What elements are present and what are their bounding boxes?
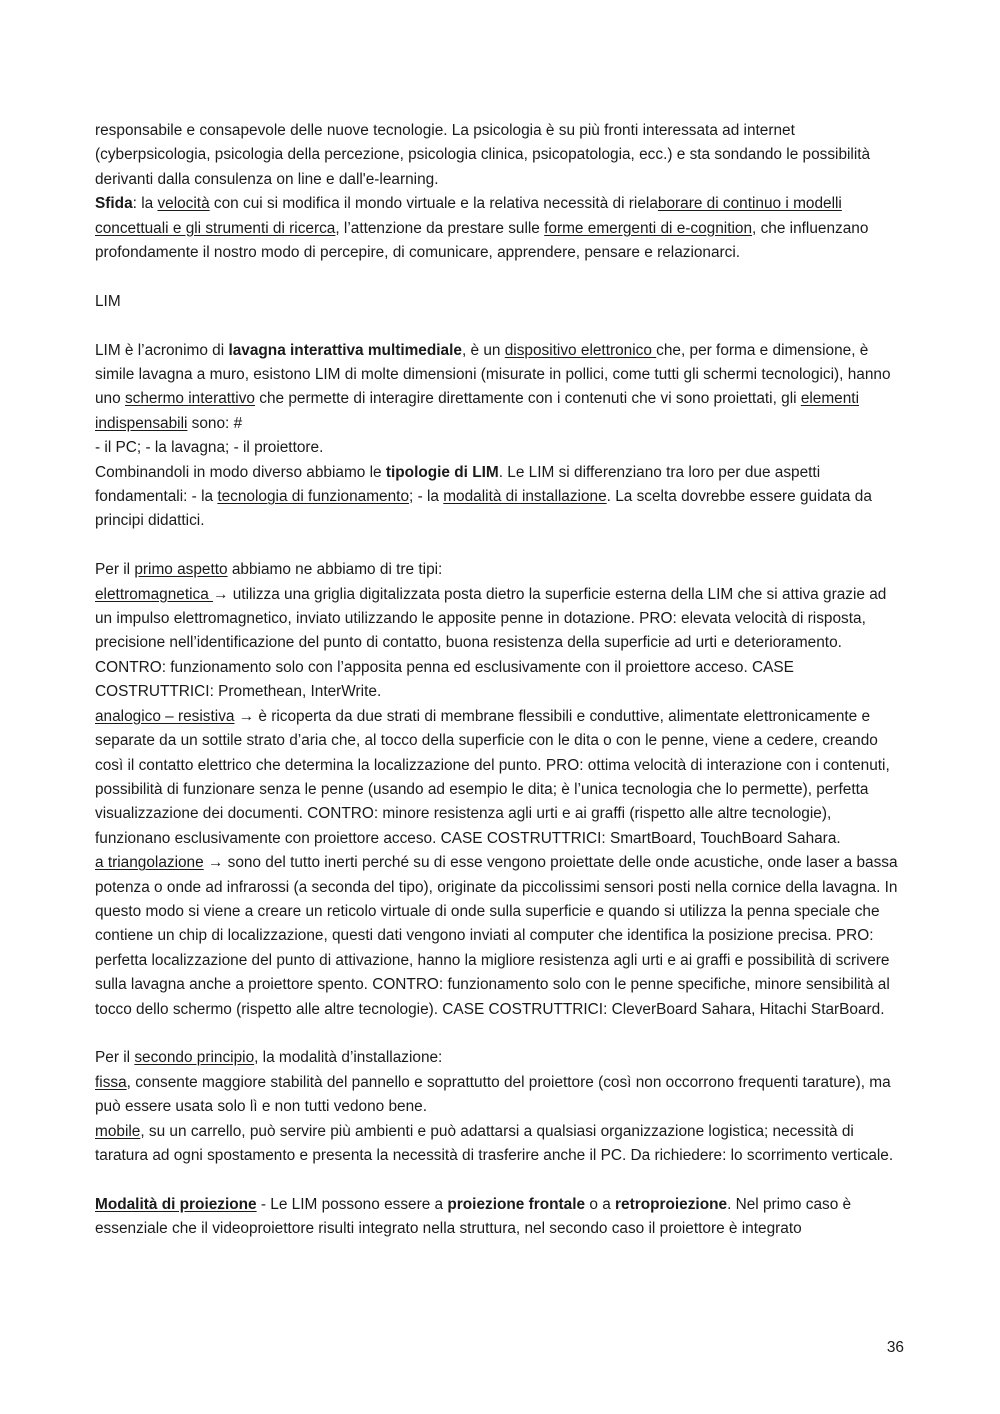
page-number: 36: [886, 1339, 904, 1356]
install-label-mobile: mobile: [95, 1122, 141, 1140]
sfida-text: con cui si modifica il mondo virtuale e la relativa necessità di riela: [209, 195, 658, 213]
lim-underline-installazione: modalità di installazione: [443, 488, 607, 506]
lim-text: che, per forma e dimensione, è simile lavagna a muro, esistono LIM di molte dimensioni (misurate in pollici, come tutti gli schermi tecnologici), hanno uno: [95, 341, 891, 408]
proiezione-bold-retro: retroproiezione: [615, 1195, 728, 1213]
type-text-triangolazione: sono del tutto inerti perché su di esse vengono proiettate delle onde acustiche, onde laser a bassa potenza o onde ad infrarossi (a seconda del tipo), originate da piccolissimi sensori posti nella cornice della lavagna. In questo modo si viene a creare un reticolo virtuale di onde sulla superficie e quando si utilizza la penna speciale che contiene un chip di localizzazione, questi dati vengono inviati al computer che identifica la posizione precisa. PRO: perfetta localizzazione del punto di attivazione, hanno la migliore resistenza agli urti e ai graffi e possibilità di scrivere sulla lavagna anche a proiettore spento. CONTRO: funzionamento solo con le penne specifiche, minore sensibilità al tocco dello schermo (rispetto alle altre tecnologie). CASE COSTRUTTRICI: CleverBoard Sahara, Hitachi StarBoard.: [95, 854, 898, 1018]
sfida-text: , l’attenzione da prestare sulle: [335, 219, 545, 237]
proiezione-label: Modalità di proiezione: [95, 1195, 257, 1213]
lim-bold-term: lavagna interattiva multimediale: [228, 341, 462, 359]
right-arrow-icon: →: [213, 585, 229, 603]
sfida-underline-forme: forme emergenti di e-cognition: [544, 219, 753, 237]
type-text-elettromagnetica: utilizza una griglia digitalizzata posta dietro la superficie esterna della LIM che si attiva grazie ad un impulso elettromagnetico, inviato utilizzando le apposite penne in dotazione. PRO: elevata velocità di risposta, precisione nell’identificazione del punto di contatto, buona resistenza della superficie ad urti e deterioramento. CONTRO: funzionamento solo con l’apposita penna ed esclusivamente con il proiettore acceso. CASE COSTRUTTRICI: Promethean, InterWrite.: [95, 585, 887, 701]
types-text: Per il: [95, 561, 135, 579]
lim-components-line: - il PC; - la lavagna; - il proiettore.: [95, 439, 324, 457]
intro-paragraph: [95, 119, 905, 265]
lim-text: che permette di interagire direttamente con i contenuti che vi sono proiettati, gli: [255, 390, 801, 408]
proiezione-bold-frontale: proiezione frontale: [447, 1195, 586, 1213]
install-text-fissa: , consente maggiore stabilità del pannello e soprattutto del proiettore (così non occorrono frequenti tarature), ma può essere usata solo lì e non tutti vedono bene.: [95, 1073, 891, 1116]
types-underline-primo: primo aspetto: [134, 561, 228, 579]
sfida-text: : la: [132, 195, 158, 213]
types-paragraph: [95, 558, 905, 1022]
section-heading: LIM: [95, 292, 121, 310]
right-arrow-icon: →: [238, 707, 255, 725]
lim-text: , è un: [461, 341, 505, 359]
lim-text: Combinandoli in modo diverso abbiamo le: [95, 463, 386, 481]
intro-text: responsabile e consapevole delle nuove tecnologie. La psicologia è su più fronti interessata ad internet (cyberpsicologia, psicologia della percezione, psicologia clinica, psicopatologia, ecc.) e sta sondando le possibilità derivanti dalla consulenza on line e dall'e-learning.: [95, 122, 871, 188]
sfida-underline-velocita: velocità: [157, 195, 210, 213]
lim-paragraph: [95, 339, 905, 534]
lim-text: LIM è l’acronimo di: [95, 341, 229, 359]
proiezione-text: o a: [585, 1195, 616, 1213]
lim-text: sono: #: [187, 414, 243, 432]
type-text-analogico: è ricoperta da due strati di membrane flessibili e conduttive, alimentate elettronicamente e separate da un sottile strato d’aria che, al tocco della superficie con le dita o con le penne, viene a cedere, creando così il contatto elettrico che determina la localizzazione del punto. PRO: ottima velocità di interazione con i contenuti, possibilità di funzionare senza le penne (usando ad esempio le dita; è l’unica tecnologia che lo permette), perfetta visualizzazione dei documenti. CONTRO: minore resistenza agli urti e ai graffi (rispetto alle altre tecnologie), funzionano esclusivamente con proiettore acceso. CASE COSTRUTTRICI: SmartBoard, TouchBoard Sahara.: [95, 707, 890, 847]
right-arrow-icon: →: [207, 854, 224, 872]
lim-underline-dispositivo: dispositivo elettronico: [504, 341, 657, 359]
type-label-elettromagnetica: elettromagnetica: [95, 585, 214, 603]
install-label-fissa: fissa: [95, 1073, 127, 1091]
sfida-underline-modelli: borare di continuo i modelli concettuali e gli strumenti di ricerca: [95, 195, 842, 237]
sfida-label: Sfida: [95, 195, 133, 213]
types-text: abbiamo ne abbiamo di tre tipi:: [227, 561, 443, 579]
lim-bold-tipologie: tipologie di LIM: [385, 463, 499, 481]
lim-text: . La scelta dovrebbe essere guidata da principi didattici.: [95, 488, 872, 530]
install-text-mobile: , su un carrello, può servire più ambienti e può adattarsi a qualsiasi organizzazione logistica; necessità di taratura ad ogni spostamento e presenta la necessità di trasferire anche il PC. Da richiedere: lo scorrimento verticale.: [95, 1122, 894, 1164]
lim-text: ; - la: [409, 488, 444, 506]
lim-underline-elementi: elementi indispensabili: [95, 390, 859, 432]
install-text: Per il: [95, 1049, 135, 1067]
lim-text: . Le LIM si differenziano tra loro per due aspetti fondamentali: - la: [95, 463, 821, 506]
sfida-text: , che influenzano profondamente il nostro modo di percepire, di comunicare, apprendere, pensare e relazionarci.: [95, 219, 869, 262]
proiezione-text: . Nel primo caso è essenziale che il videoproiettore risulti integrato nella struttura, nel secondo caso il proiettore è integrato: [95, 1195, 852, 1238]
proiezione-paragraph: [95, 1193, 905, 1242]
type-label-triangolazione: a triangolazione: [95, 854, 204, 872]
install-underline-secondo: secondo principio: [134, 1049, 255, 1067]
lim-underline-tecnologia: tecnologia di funzionamento: [217, 488, 410, 506]
install-text: , la modalità d’installazione:: [254, 1049, 443, 1067]
document-page: [95, 119, 905, 1242]
proiezione-text: - Le LIM possono essere a: [256, 1195, 448, 1213]
lim-underline-schermo: schermo interattivo: [124, 390, 255, 408]
type-label-analogico: analogico – resistiva: [95, 707, 235, 725]
install-paragraph: [95, 1046, 905, 1168]
